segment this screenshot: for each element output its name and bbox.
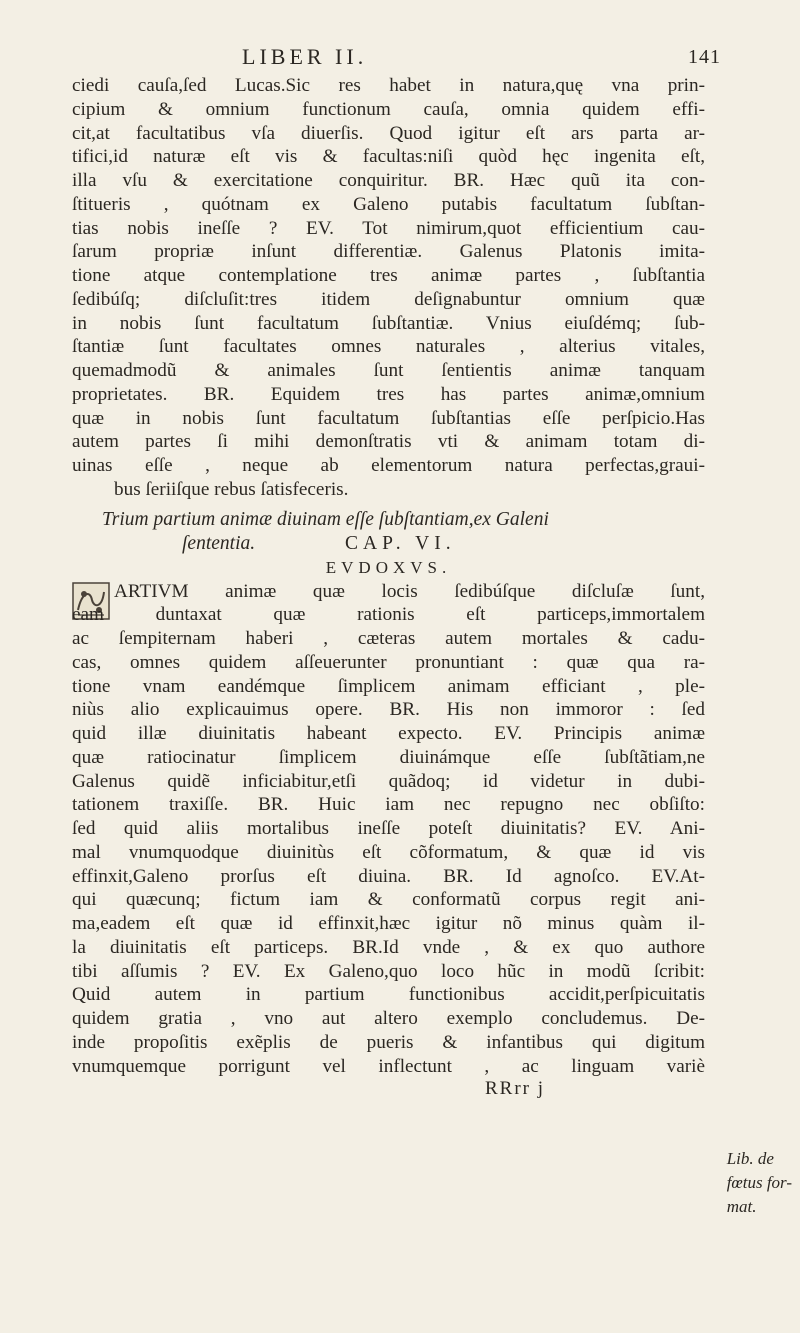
text-line: ſtitueris , quótnam ex Galeno putabis facultatum ſubſtan- — [72, 193, 705, 215]
text-line: quæ in nobis ſunt facultatum ſubſtantias eſſe perſpicio.Has — [72, 407, 705, 429]
speaker-name: EVDOXVS. — [325, 557, 452, 577]
text-line: autem partes ſi mihi demonſtratis vti & animam totam di- — [72, 431, 705, 453]
text-line: ſedibúſq; diſcluſit:tres itidem deſignabuntur omnium quæ — [72, 288, 705, 310]
text-line: eam duntaxat quæ rationis eſt particeps,immortalem — [72, 604, 705, 626]
paragraph-2-opening: ARTIVM animæ quæ locis ſedibúſque diſcluſæ ſunt, — [114, 580, 705, 602]
margin-note-line: Lib. de — [726, 1149, 774, 1168]
paragraph-1 — [72, 74, 705, 502]
text-line: tione atque contemplatione tres animæ partes , ſubſtantia — [72, 265, 705, 286]
text-line: proprietates. BR. Equidem tres has partes animæ,omnium — [72, 383, 705, 405]
text-line: quemadmodũ & animales ſunt ſentientis animæ tanquam — [72, 360, 705, 381]
text-line: cas, omnes quidem aſſeuerunter pronuntiant : quæ qua ra- — [72, 651, 705, 673]
text-line: cipium & omnium functionum cauſa, omnia quidem effi- — [72, 98, 705, 120]
text-line: la diuinitatis eſt particeps. BR.Id vnde , & ex quo authore — [72, 936, 705, 958]
text-line: mal vnumquodque diuinitùs eſt cõformatum, & quæ id vis — [72, 841, 705, 863]
running-header — [72, 40, 721, 74]
text-line: ſarum propriæ inſunt differentiæ. Galenus Platonis imita- — [72, 241, 705, 263]
chapter-heading-text: ſententia. — [182, 532, 256, 554]
page-number: 141 — [688, 46, 721, 68]
text-line: qui quæcunq; fictum iam & conformatũ corpus regit ani- — [72, 889, 705, 911]
chapter-heading-line-1: Trium partium animæ diuinam eſſe ſubſtantiam,ex Galeni — [102, 508, 549, 530]
text-line: ac ſempiternam haberi , cæteras autem mortales & cadu- — [72, 628, 705, 649]
signature-mark: RRrr j — [484, 1078, 545, 1100]
margin-note — [727, 1147, 792, 1219]
text-line: Galenus quidẽ inficiabitur,etſi quãdoq; id videtur in dubi- — [72, 770, 705, 792]
text-line: ſed quid aliis mortalibus ineſſe poteſt diuinitatis? EV. Ani- — [72, 818, 705, 839]
text-line: effinxit,Galeno prorſus eſt diuina. BR. Id agnoſco. EV.At- — [72, 865, 705, 887]
chapter-number: CAP. VI. — [344, 532, 456, 554]
text-line: quid illæ diuinitatis habeant expecto. EV. Principis animæ — [72, 723, 705, 744]
text-line: niùs alio explicauimus opere. BR. His non immoror : ſed — [72, 699, 705, 721]
text-line: quidem gratia , vno aut altero exemplo concludemus. De- — [72, 1008, 705, 1029]
text-line: tias nobis ineſſe ? EV. Tot nimirum,quot efficientium cau- — [72, 217, 705, 239]
text-line: cit,at facultatibus vſa diuerſis. Quod igitur eſt ars parta ar- — [72, 122, 705, 144]
paragraph-2-first-line — [72, 580, 705, 604]
text-line: tibi aſſumis ? EV. Ex Galeno,quo loco hũc in modũ ſcribit: — [72, 960, 705, 982]
text-line: inde propoſitis exẽplis de pueris & infantibus qui digitum — [72, 1031, 705, 1053]
text-line: in nobis ſunt facultatum ſubſtantiæ. Vnius eiuſdémq; ſub- — [72, 312, 705, 334]
text-line: Quid autem in partium functionibus accidit,perſpicuitatis — [72, 984, 705, 1006]
running-title: LIBER II. — [242, 44, 368, 69]
text-line: ciedi cauſa,ſed Lucas.Sic res habet in natura,quę vna prin- — [72, 75, 705, 96]
paragraph-2 — [72, 603, 705, 1078]
margin-note-line: mat. — [726, 1197, 757, 1216]
text-line: tione vnam eandémque ſimplicem animam efficiant , ple- — [72, 675, 705, 697]
text-line: bus ſeriiſque rebus ſatisfeceris. — [114, 478, 349, 500]
text-line: ma,eadem eſt quæ id effinxit,hæc igitur nõ minus quàm il- — [72, 913, 705, 934]
text-line: tifici,id naturæ eſt vis & facultas:niſi quòd hęc ingenita eſt, — [72, 146, 705, 168]
text-line: vnumquemque porrigunt vel inflectunt , ac linguam variè — [72, 1055, 705, 1077]
margin-note-line: fœtus for- — [726, 1173, 792, 1192]
chapter-heading-line-2 — [72, 532, 705, 556]
text-line: ſtantiæ ſunt facultates omnes naturales , alterius vitales, — [72, 336, 705, 358]
text-line: illa vſu & exercitatione conquiritur. BR. Hæc quũ ita con- — [72, 170, 705, 191]
text-line: quæ ratiocinatur ſimplicem diuinámque eſſe ſubſtãtiam,ne — [72, 746, 705, 768]
text-line: uinas eſſe , neque ab elementorum natura perfectas,graui- — [72, 455, 705, 476]
text-line: tationem traxiſſe. BR. Huic iam nec repugno nec obſiſto: — [72, 794, 705, 816]
